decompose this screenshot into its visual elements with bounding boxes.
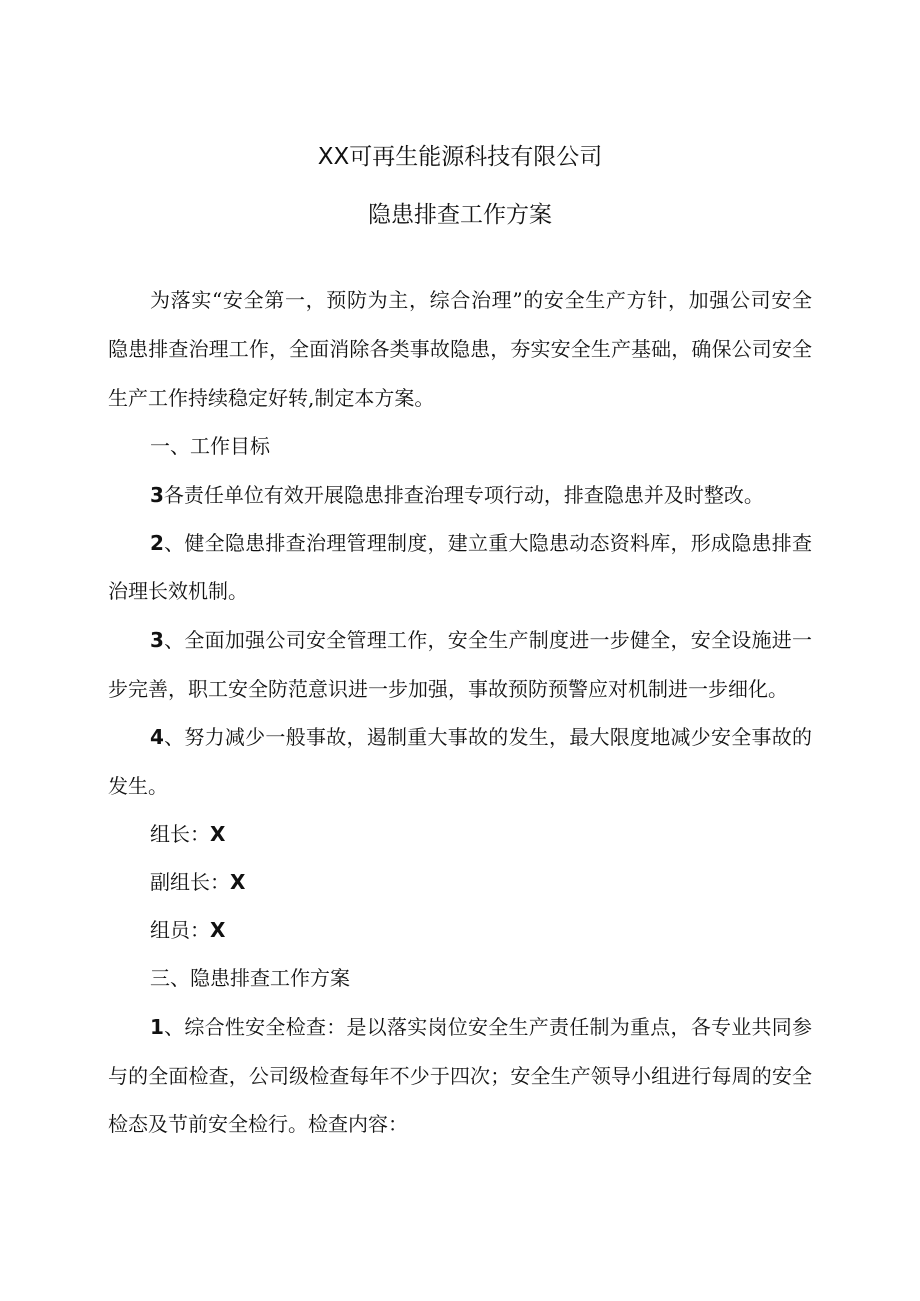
plan-text: 、综合性安全检查：是以落实岗位安全生产责任制为重点，各专业共同参 — [163, 1015, 812, 1039]
goal-text: 、健全隐患排查治理管理制度，建立重大隐患动态资料库，形成隐患排查 — [163, 531, 812, 555]
goal-item-4 — [108, 722, 812, 752]
plan-item-1-cont-1: 与的全面检查，公司级检查每年不少于四次；安全生产领导小组进行每周的安全 — [108, 1064, 812, 1088]
goal-item-4-cont: 发生。 — [108, 774, 168, 798]
document-title: 隐患排查工作方案 — [368, 202, 552, 228]
intro-line-2: 隐患排查治理工作，全面消除各类事故隐患，夯实安全生产基础，确保公司安全 — [108, 337, 812, 361]
goal-item-3 — [108, 625, 812, 655]
goal-item-3-cont: 步完善，职工安全防范意识进一步加强，事故预防预警应对机制进一步细化。 — [108, 677, 788, 701]
role-member — [150, 915, 225, 945]
goal-number: 2 — [150, 531, 164, 555]
role-label: 组员： — [150, 918, 210, 942]
plan-item-1-cont-2: 检态及节前安全检行。检查内容： — [108, 1112, 408, 1136]
role-value: X — [210, 918, 226, 942]
goal-number: 4 — [150, 725, 164, 749]
goal-text: 、全面加强公司安全管理工作，安全生产制度进一步健全，安全设施进一 — [163, 628, 812, 652]
role-leader — [150, 819, 225, 849]
role-value: X — [230, 870, 246, 894]
intro-line-1: 为落实“安全第一，预防为主，综合治理”的安全生产方针，加强公司安全 — [150, 288, 812, 312]
intro-line-3: 生产工作持续稳定好转,制定本方案。 — [108, 386, 435, 410]
goal-text: 、努力减少一般事故，遏制重大事故的发生，最大限度地减少安全事故的 — [163, 725, 812, 749]
plan-number: 1 — [150, 1015, 164, 1039]
goal-item-2 — [108, 528, 812, 558]
role-label: 组长： — [150, 822, 210, 846]
goal-item-1 — [108, 480, 812, 510]
plan-item-1 — [108, 1012, 812, 1042]
goal-text: 各责任单位有效开展隐患排查治理专项行动，排查隐患并及时整改。 — [163, 483, 764, 507]
goal-number: 3 — [150, 628, 164, 652]
role-value: X — [210, 822, 226, 846]
role-deputy-leader — [150, 867, 245, 897]
goal-number: 3 — [150, 483, 164, 507]
company-title: XX可再生能源科技有限公司 — [317, 144, 603, 170]
section-heading-plan: 三、隐患排查工作方案 — [150, 966, 350, 990]
goal-item-2-cont: 治理长效机制。 — [108, 579, 248, 603]
role-label: 副组长： — [150, 870, 230, 894]
section-heading-goals: 一、工作目标 — [150, 434, 270, 458]
